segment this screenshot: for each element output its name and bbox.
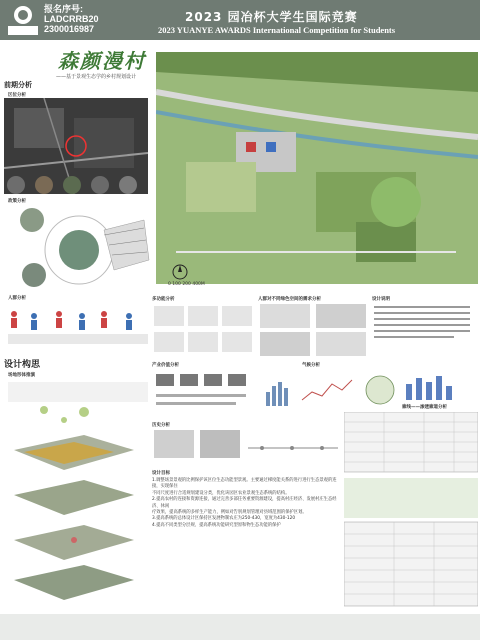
design-notes-text-block xyxy=(372,302,476,362)
history-timeline xyxy=(152,428,342,464)
master-plan-image xyxy=(156,52,478,284)
crowd-needs-sketches xyxy=(258,302,370,358)
section-climate: 气候分析 xyxy=(302,363,320,368)
project-title: 森颜漫村 xyxy=(58,49,146,73)
section-multi-func: 多功能分析 xyxy=(152,297,175,302)
design-goal-line: 4.提高不同类型分层规、提高系统功能研究型原和物生态功能的保护 xyxy=(152,522,281,528)
design-goal-line: 2.提高农村的连接和资源连接，通过完善多部任务重要资源建设，提高村庄经济、发展村庄生态经济、休闲 xyxy=(152,497,337,509)
design-goal-line: 3.提高系统的总体设计区保持区发展物制农庄为250-430，宽度为430-120 xyxy=(152,516,296,522)
multi-function-diagrams xyxy=(152,302,256,358)
registration-info xyxy=(44,4,99,34)
header-bar xyxy=(0,0,480,40)
competition-title-en: 2023 YUANYE AWARDS International Competition for Students xyxy=(158,25,396,35)
industry-value-icons xyxy=(152,368,258,418)
section-site-generation: 场地形体推演 xyxy=(8,373,35,378)
design-goal-line: 1.调整场景景观的比例保护该区位生态功能型景观。主要通过梯度能关系的进行进行生态景观的连接，实现保住 xyxy=(152,478,337,490)
site-generation-diagrams xyxy=(4,380,152,605)
design-goal-line: 疗效果，提高系统的多样生产能力，例如对告别规划管理对县域范围的保护区划。 xyxy=(152,510,307,516)
climate-charts xyxy=(262,370,398,410)
section-design-notes: 设计说明 xyxy=(372,297,390,302)
section-population: 人群分析 xyxy=(8,296,26,301)
design-goal-text xyxy=(152,478,342,529)
design-goal-line: 不同尺度进行合适规划建设分类，优化该园区农业景观生态系统的结构。 xyxy=(152,490,290,496)
competition-title-cn: 2023 园冶杯大学生国际竞赛 xyxy=(185,10,358,24)
section-history: 历史分析 xyxy=(152,423,170,428)
section-pre-analysis: 前期分析 xyxy=(4,81,32,89)
section-corridor: 廊线——渗透廊道分析 xyxy=(402,405,447,410)
scale-bar-label: 0 100 200 400M xyxy=(168,282,205,287)
yuanye-logo-icon xyxy=(6,3,40,37)
reg-label: 报名序号: xyxy=(44,4,83,14)
footer-strip xyxy=(0,614,480,640)
reg-number: 2300016987 xyxy=(44,24,95,34)
section-location: 区位分析 xyxy=(8,93,26,98)
reg-code: LADCRRB20 xyxy=(44,14,99,24)
policy-diagram xyxy=(4,200,154,295)
section-policy: 政策分析 xyxy=(8,199,26,204)
corridor-bar-chart xyxy=(402,372,476,402)
population-icons xyxy=(4,302,152,350)
north-arrow-icon xyxy=(172,262,188,282)
section-design-concept: 设计构思 xyxy=(4,360,41,370)
data-tables xyxy=(344,412,478,608)
section-design-goal: 设计目标 xyxy=(152,471,170,476)
project-subtitle: ——基于景观生态学的乡村规划设计 xyxy=(56,74,137,80)
location-photo-strip xyxy=(4,175,148,195)
section-crowd-needs: 人群对不同绿色空间的需求分析 xyxy=(258,297,321,302)
section-industry: 产业价值分析 xyxy=(152,363,179,368)
